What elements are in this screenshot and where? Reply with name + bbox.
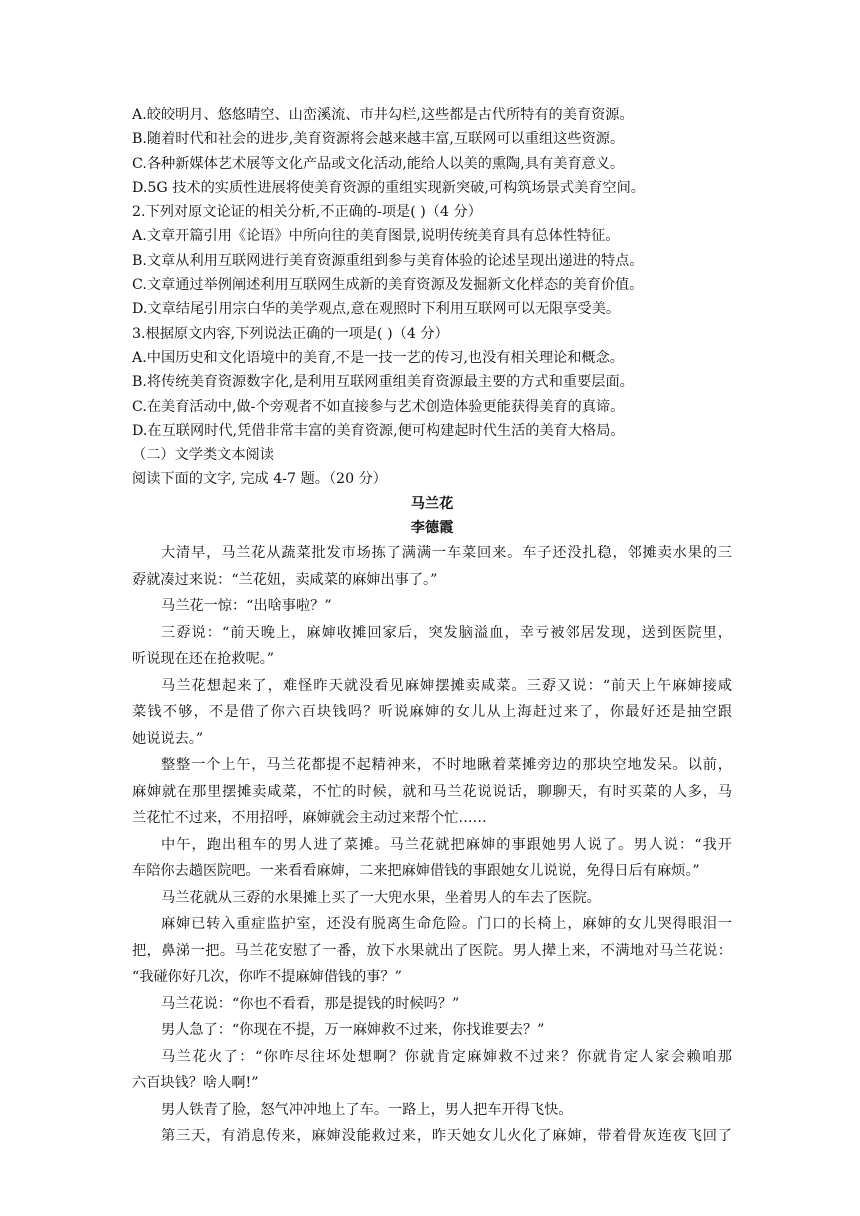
story-line: “我碰你好几次，你咋不提麻婶借钱的事？” — [132, 969, 402, 986]
q3-option-d: D.在互联网时代,凭借非常丰富的美育资源,便可构建起时代生活的美育大格局。 — [132, 422, 625, 439]
story-line: 车陪你去趟医院吧。一来看看麻婶，二来把麻婶借钱的事跟她女儿说说，免得日后有麻烦。” — [132, 863, 700, 880]
story-author: 李德霞 — [410, 520, 454, 537]
story-body — [132, 540, 732, 1150]
question-1-options — [132, 103, 732, 200]
q3-option-b: B.将传统美育资源数字化,是利用互联网重组美育资源最主要的方式和重要层面。 — [132, 374, 634, 391]
story-line: 兰花忙不过来，不用招呼，麻婶就会主动过来帮个忙…… — [132, 810, 487, 827]
q2-stem: 2.下列对原文论证的相关分析,不正确的-项是( )（4 分） — [132, 204, 482, 221]
story-line: 马兰花就从三孬的水果摊上买了一大兜水果，坐着男人的车去了医院。 — [161, 889, 601, 906]
story-line: 中午，跑出租车的男人进了菜摊。马兰花就把麻婶的事跟她男人说了。男人说：“我开 — [161, 836, 732, 853]
story-line: 把，鼻涕一把。马兰花安慰了一番，放下水果就出了医院。男人撵上来，不满地对马兰花说： — [132, 942, 732, 959]
q2-option-d: D.文章结尾引用宗白华的美学观点,意在观照时下利用互联网可以无限享受美。 — [132, 301, 621, 318]
q1-option-b: B.随着时代和社会的进步,美育资源将会越来越丰富,互联网可以重组这些资源。 — [132, 131, 625, 148]
question-3 — [132, 322, 732, 443]
story-line: 男人急了：“你现在不提，万一麻婶救不过来，你找谁要去？” — [161, 1022, 545, 1039]
story-line: 三孬说：“前天晚上，麻婶收摊回家后，突发脑溢血，幸亏被邻居发现，送到医院里， — [161, 624, 732, 641]
story-line: 整整一个上午，马兰花都提不起精神来，不时地瞅着菜摊旁边的那块空地发呆。以前， — [161, 757, 732, 774]
section-heading: （二）文学类文本阅读 — [132, 447, 274, 464]
story-line: 麻婶就在那里摆摊卖咸菜，不忙的时候，就和马兰花说说话，聊聊天，有时买菜的人多，马 — [132, 783, 732, 800]
q3-option-a: A.中国历史和文化语境中的美育,不是一技一艺的传习,也没有相关理论和概念。 — [132, 349, 624, 366]
story-line: 马兰花火了：“你咋尽往坏处想啊？你就肯定麻婶救不过来？你就肯定人家会赖咱那 — [161, 1048, 732, 1065]
story-line: 她说说去。” — [132, 730, 204, 747]
story-line: 马兰花一惊：“出啥事啦？” — [161, 598, 332, 615]
document-page — [132, 103, 732, 1150]
q3-option-c: C.在美育活动中,做-个旁观者不如直接参与艺术创造体验更能获得美育的真谛。 — [132, 398, 625, 415]
story-line: 大清早，马兰花从蔬菜批发市场拣了满满一车菜回来。车子还没扎稳，邻摊卖水果的三 — [161, 545, 732, 562]
q1-option-c: C.各种新媒体艺术展等文化产品或文化活动,能给人以美的熏陶,具有美育意义。 — [132, 155, 625, 172]
section-instruction: 阅读下面的文字, 完成 4-7 题。（20 分） — [132, 471, 387, 488]
story-line: 马兰花想起来了，难怪昨天就没看见麻婶摆摊卖咸菜。三孬又说：“前天上午麻婶接咸 — [161, 677, 732, 694]
story-line: 孬就凑过来说：“兰花妞，卖咸菜的麻婶出事了。” — [132, 571, 438, 588]
story-line: 六百块钱？啥人啊!” — [132, 1075, 259, 1092]
story-line: 麻婶已转入重症监护室，还没有脱离生命危险。门口的长椅上，麻婶的女儿哭得眼泪一 — [161, 916, 732, 933]
q2-option-b: B.文章从利用互联网进行美育资源重组到参与美育体验的论述呈现出递进的特点。 — [132, 252, 644, 269]
q1-option-d: D.5G 技术的实质性进展将使美育资源的重组实现新突破,可构筑场景式美育空间。 — [132, 179, 645, 196]
story-title: 马兰花 — [410, 495, 454, 512]
question-2 — [132, 200, 732, 321]
q1-option-a: A.皎皎明月、悠悠晴空、山峦溪流、市井勾栏,这些都是古代所特有的美育资源。 — [132, 107, 634, 123]
q2-option-c: C.文章通过举例阐述利用互联网生成新的美育资源及发掘新文化样态的美育价值。 — [132, 277, 644, 294]
story-line: 第三天，有消息传来，麻婶没能救过来，昨天她女儿火化了麻婶，带着骨灰连夜飞回了 — [161, 1128, 732, 1145]
story-line: 男人铁青了脸，怒气冲冲地上了车。一路上，男人把车开得飞快。 — [161, 1101, 573, 1118]
story-line: 菜钱不够，不是借了你六百块钱吗？听说麻婶的女儿从上海赶过来了，你最好还是抽空跟 — [132, 704, 732, 721]
q3-stem: 3.根据原文内容,下列说法正确的一项是( )（4 分） — [132, 325, 449, 342]
story-line: 马兰花说：“你也不看看，那是提钱的时候吗？” — [161, 995, 460, 1012]
q2-option-a: A.文章开篇引用《论语》中所向往的美育图景,说明传统美育具有总体性特征。 — [132, 228, 620, 245]
story-line: 听说现在还在抢救呢。” — [132, 651, 275, 668]
